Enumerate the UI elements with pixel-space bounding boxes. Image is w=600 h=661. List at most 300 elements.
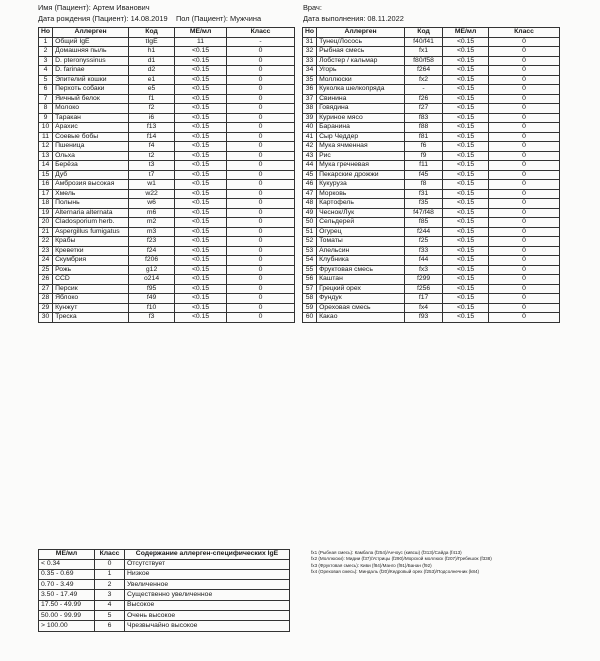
allergen-class: 0 bbox=[489, 256, 560, 266]
allergen-name: Alternaria alternata bbox=[53, 208, 129, 218]
allergen-class: 0 bbox=[227, 237, 295, 247]
row-number: 54 bbox=[303, 256, 317, 266]
allergen-code: f45 bbox=[405, 170, 443, 180]
table-row bbox=[39, 313, 295, 323]
row-number: 39 bbox=[303, 113, 317, 123]
row-number: 26 bbox=[39, 275, 53, 285]
allergen-value: <0.15 bbox=[175, 218, 227, 228]
allergen-value: <0.15 bbox=[443, 208, 489, 218]
legend-class: 0 bbox=[95, 559, 125, 569]
allergen-code: d1 bbox=[129, 56, 175, 66]
table-row bbox=[39, 275, 295, 285]
table-row bbox=[39, 123, 295, 133]
legend-description: Высокое bbox=[125, 600, 290, 610]
allergen-name: Огурец bbox=[317, 227, 405, 237]
row-number: 20 bbox=[39, 218, 53, 228]
allergen-class: 0 bbox=[227, 170, 295, 180]
allergen-name: Куколка шелкопряда bbox=[317, 85, 405, 95]
allergen-code: o214 bbox=[129, 275, 175, 285]
allergen-name: Каштан bbox=[317, 275, 405, 285]
table-header-row bbox=[303, 28, 560, 38]
allergen-value: <0.15 bbox=[175, 85, 227, 95]
allergen-class: 0 bbox=[227, 303, 295, 313]
row-number: 15 bbox=[39, 170, 53, 180]
allergen-value: <0.15 bbox=[175, 275, 227, 285]
allergen-class: 0 bbox=[227, 104, 295, 114]
row-number: 60 bbox=[303, 313, 317, 323]
allergen-value: <0.15 bbox=[175, 113, 227, 123]
table-row bbox=[39, 227, 295, 237]
allergen-value: <0.15 bbox=[443, 180, 489, 190]
row-number: 44 bbox=[303, 161, 317, 171]
allergen-code: f35 bbox=[405, 199, 443, 209]
row-number: 3 bbox=[39, 56, 53, 66]
allergen-name: Томаты bbox=[317, 237, 405, 247]
table-row bbox=[39, 151, 295, 161]
legend-range: 0.70 - 3.49 bbox=[39, 580, 95, 590]
allergen-code: f8 bbox=[405, 180, 443, 190]
table-row bbox=[39, 170, 295, 180]
allergen-name: Грецкий орех bbox=[317, 284, 405, 294]
table-row bbox=[303, 256, 560, 266]
table-row bbox=[39, 161, 295, 171]
allergen-code: m6 bbox=[129, 208, 175, 218]
row-number: 47 bbox=[303, 189, 317, 199]
table-row bbox=[39, 37, 295, 47]
table-row bbox=[39, 256, 295, 266]
table-row bbox=[303, 227, 560, 237]
row-number: 36 bbox=[303, 85, 317, 95]
legend-class: 4 bbox=[95, 600, 125, 610]
allergen-class: 0 bbox=[227, 94, 295, 104]
allergen-class: 0 bbox=[489, 199, 560, 209]
allergen-name: Сельдерей bbox=[317, 218, 405, 228]
allergen-name: Яблоко bbox=[53, 294, 129, 304]
allergen-class: 0 bbox=[489, 66, 560, 76]
row-number: 37 bbox=[303, 94, 317, 104]
allergen-class: 0 bbox=[227, 66, 295, 76]
legend-class: 5 bbox=[95, 610, 125, 620]
allergen-class: 0 bbox=[227, 275, 295, 285]
table-row bbox=[303, 132, 560, 142]
allergen-class: 0 bbox=[489, 265, 560, 275]
table-row bbox=[303, 47, 560, 57]
legend-range: > 100.00 bbox=[39, 621, 95, 631]
table-row bbox=[303, 66, 560, 76]
row-number: 32 bbox=[303, 47, 317, 57]
allergen-code: w22 bbox=[129, 189, 175, 199]
allergen-name: Треска bbox=[53, 313, 129, 323]
allergen-value: <0.15 bbox=[443, 170, 489, 180]
table-row bbox=[303, 208, 560, 218]
allergen-code: e5 bbox=[129, 85, 175, 95]
allergen-code: f14 bbox=[129, 132, 175, 142]
table-row bbox=[39, 237, 295, 247]
allergen-class: 0 bbox=[489, 94, 560, 104]
allergen-value: <0.15 bbox=[175, 313, 227, 323]
table-row bbox=[303, 246, 560, 256]
allergen-name: Эпителий кошки bbox=[53, 75, 129, 85]
allergen-name: Угорь bbox=[317, 66, 405, 76]
allergen-name: Таракан bbox=[53, 113, 129, 123]
table-row bbox=[39, 113, 295, 123]
row-number: 42 bbox=[303, 142, 317, 152]
allergen-code: f95 bbox=[129, 284, 175, 294]
row-number: 50 bbox=[303, 218, 317, 228]
allergen-value: <0.15 bbox=[443, 199, 489, 209]
allergen-code: f83 bbox=[405, 113, 443, 123]
allergen-name: Говядина bbox=[317, 104, 405, 114]
allergen-value: <0.15 bbox=[175, 199, 227, 209]
allergen-value: <0.15 bbox=[443, 313, 489, 323]
legend-range: 0.35 - 0.69 bbox=[39, 569, 95, 579]
allergen-value: <0.15 bbox=[175, 142, 227, 152]
row-number: 34 bbox=[303, 66, 317, 76]
allergen-code: f13 bbox=[129, 123, 175, 133]
allergen-class: 0 bbox=[489, 104, 560, 114]
allergen-value: <0.15 bbox=[175, 265, 227, 275]
col-no: Но bbox=[303, 28, 317, 38]
allergen-class: 0 bbox=[489, 113, 560, 123]
allergen-class: 0 bbox=[489, 218, 560, 228]
table-header-row bbox=[39, 28, 295, 38]
row-number: 25 bbox=[39, 265, 53, 275]
allergen-value: <0.15 bbox=[443, 227, 489, 237]
row-number: 9 bbox=[39, 113, 53, 123]
note-line: fx4 (Ореховая смесь): Миндаль (f20)/Кедровый орех (f253)/Подсолнечник (k84) bbox=[311, 569, 480, 575]
allergen-name: Мука гречневая bbox=[317, 161, 405, 171]
row-number: 13 bbox=[39, 151, 53, 161]
legend-row bbox=[39, 610, 290, 620]
allergen-value: <0.15 bbox=[175, 132, 227, 142]
allergen-class: 0 bbox=[227, 47, 295, 57]
allergen-code: fx1 bbox=[405, 47, 443, 57]
allergen-class: 0 bbox=[489, 85, 560, 95]
allergen-code: f44 bbox=[405, 256, 443, 266]
allergen-name: Мука ячменная bbox=[317, 142, 405, 152]
allergen-code: e1 bbox=[129, 75, 175, 85]
allergen-class: 0 bbox=[227, 123, 295, 133]
table-row bbox=[303, 151, 560, 161]
allergen-class: 0 bbox=[227, 294, 295, 304]
allergen-name: Aspergillus fumigatus bbox=[53, 227, 129, 237]
allergen-name: Скумбрия bbox=[53, 256, 129, 266]
allergen-code: f27 bbox=[405, 104, 443, 114]
allergen-name: Молоко bbox=[53, 104, 129, 114]
allergen-value: <0.15 bbox=[175, 256, 227, 266]
allergen-class: 0 bbox=[489, 208, 560, 218]
legend-col-description: Содержание аллерген-специфических IgE bbox=[125, 550, 290, 560]
legend-description: Отсутствует bbox=[125, 559, 290, 569]
row-number: 52 bbox=[303, 237, 317, 247]
note-line: fx1 (Рыбная смесь): Камбала (f254)/Анчоус (кивсш) (f313)/Сайда (f413) bbox=[311, 550, 462, 555]
allergen-value: <0.15 bbox=[443, 113, 489, 123]
legend-range: 50.00 - 99.99 bbox=[39, 610, 95, 620]
mix-composition-notes bbox=[311, 550, 492, 576]
table-row bbox=[39, 180, 295, 190]
table-row bbox=[303, 161, 560, 171]
legend-class: 3 bbox=[95, 590, 125, 600]
allergen-value: <0.15 bbox=[443, 237, 489, 247]
table-row bbox=[303, 275, 560, 285]
allergen-class: 0 bbox=[227, 113, 295, 123]
legend-range: < 0.34 bbox=[39, 559, 95, 569]
row-number: 14 bbox=[39, 161, 53, 171]
row-number: 10 bbox=[39, 123, 53, 133]
allergen-class: 0 bbox=[227, 180, 295, 190]
table-row bbox=[303, 123, 560, 133]
allergen-value: <0.15 bbox=[175, 151, 227, 161]
allergen-value: <0.15 bbox=[443, 218, 489, 228]
row-number: 59 bbox=[303, 303, 317, 313]
table-row bbox=[39, 104, 295, 114]
legend-row bbox=[39, 590, 290, 600]
allergen-class: 0 bbox=[489, 37, 560, 47]
allergen-value: <0.15 bbox=[443, 56, 489, 66]
table-row bbox=[303, 94, 560, 104]
allergen-class: 0 bbox=[489, 151, 560, 161]
allergen-class: 0 bbox=[489, 303, 560, 313]
allergen-code: tIgE bbox=[129, 37, 175, 47]
allergen-class: 0 bbox=[489, 227, 560, 237]
allergen-value: <0.15 bbox=[443, 246, 489, 256]
allergen-value: <0.15 bbox=[443, 132, 489, 142]
row-number: 43 bbox=[303, 151, 317, 161]
allergen-class: 0 bbox=[227, 284, 295, 294]
row-number: 16 bbox=[39, 180, 53, 190]
row-number: 28 bbox=[39, 294, 53, 304]
allergen-code: f264 bbox=[405, 66, 443, 76]
allergen-code: w1 bbox=[129, 180, 175, 190]
table-row bbox=[39, 85, 295, 95]
allergen-value: <0.15 bbox=[175, 294, 227, 304]
allergen-code: f2 bbox=[129, 104, 175, 114]
allergen-name: Пшеница bbox=[53, 142, 129, 152]
legend-header-row bbox=[39, 550, 290, 560]
row-number: 12 bbox=[39, 142, 53, 152]
legend-description: Чрезвычайно высокое bbox=[125, 621, 290, 631]
row-number: 21 bbox=[39, 227, 53, 237]
allergen-code: f25 bbox=[405, 237, 443, 247]
allergen-name: Фруктовая смесь bbox=[317, 265, 405, 275]
allergen-name: Ореховая смесь bbox=[317, 303, 405, 313]
table-row bbox=[39, 142, 295, 152]
legend-description: Увеличенное bbox=[125, 580, 290, 590]
allergen-class: 0 bbox=[489, 294, 560, 304]
row-number: 40 bbox=[303, 123, 317, 133]
allergen-name: Рожь bbox=[53, 265, 129, 275]
table-row bbox=[303, 218, 560, 228]
row-number: 4 bbox=[39, 66, 53, 76]
legend-row bbox=[39, 600, 290, 610]
legend-description: Низкое bbox=[125, 569, 290, 579]
allergen-class: 0 bbox=[227, 199, 295, 209]
allergen-class: 0 bbox=[489, 75, 560, 85]
allergen-value: <0.15 bbox=[175, 170, 227, 180]
row-number: 48 bbox=[303, 199, 317, 209]
allergen-value: <0.15 bbox=[443, 47, 489, 57]
legend-row bbox=[39, 569, 290, 579]
row-number: 45 bbox=[303, 170, 317, 180]
allergen-code: w6 bbox=[129, 199, 175, 209]
patient-sex: Пол (Пациент): Мужчина bbox=[176, 14, 262, 23]
allergen-class: 0 bbox=[489, 56, 560, 66]
allergen-code: fx3 bbox=[405, 265, 443, 275]
table-row bbox=[303, 170, 560, 180]
allergen-class: 0 bbox=[227, 246, 295, 256]
allergen-value: <0.15 bbox=[175, 123, 227, 133]
allergen-value: <0.15 bbox=[443, 303, 489, 313]
row-number: 46 bbox=[303, 180, 317, 190]
allergen-code: t3 bbox=[129, 161, 175, 171]
table-row bbox=[39, 66, 295, 76]
row-number: 18 bbox=[39, 199, 53, 209]
row-number: 29 bbox=[39, 303, 53, 313]
legend-col-value: МЕ/мл bbox=[39, 550, 95, 560]
allergen-code: f6 bbox=[405, 142, 443, 152]
allergen-name: Фундук bbox=[317, 294, 405, 304]
allergen-name: Домашняя пыль bbox=[53, 47, 129, 57]
allergen-class: 0 bbox=[489, 123, 560, 133]
allergen-code: i6 bbox=[129, 113, 175, 123]
allergen-value: <0.15 bbox=[443, 104, 489, 114]
col-class: Класс bbox=[227, 28, 295, 38]
table-row bbox=[303, 265, 560, 275]
col-value: МЕ/мл bbox=[175, 28, 227, 38]
allergen-class: 0 bbox=[227, 85, 295, 95]
row-number: 33 bbox=[303, 56, 317, 66]
allergen-class: 0 bbox=[227, 132, 295, 142]
allergen-value: <0.15 bbox=[443, 85, 489, 95]
legend-range: 3.50 - 17.49 bbox=[39, 590, 95, 600]
allergen-name: Дуб bbox=[53, 170, 129, 180]
col-code: Код bbox=[405, 28, 443, 38]
allergen-name: Арахис bbox=[53, 123, 129, 133]
table-row bbox=[303, 284, 560, 294]
table-row bbox=[39, 208, 295, 218]
allergen-value: <0.15 bbox=[443, 94, 489, 104]
row-number: 51 bbox=[303, 227, 317, 237]
allergen-value: <0.15 bbox=[443, 151, 489, 161]
allergen-code: f206 bbox=[129, 256, 175, 266]
table-row bbox=[303, 189, 560, 199]
allergen-name: Чеснок/Лук bbox=[317, 208, 405, 218]
legend-class: 1 bbox=[95, 569, 125, 579]
allergen-value: <0.15 bbox=[175, 284, 227, 294]
allergen-code: fx4 bbox=[405, 303, 443, 313]
allergen-code: f4 bbox=[129, 142, 175, 152]
allergen-class: 0 bbox=[227, 208, 295, 218]
allergen-name: Кукуруза bbox=[317, 180, 405, 190]
allergen-value: <0.15 bbox=[443, 189, 489, 199]
allergen-code: f93 bbox=[405, 313, 443, 323]
allergen-name: Крабы bbox=[53, 237, 129, 247]
allergen-name: Пекарские дрожжи bbox=[317, 170, 405, 180]
row-number: 56 bbox=[303, 275, 317, 285]
allergen-class: 0 bbox=[489, 161, 560, 171]
row-number: 24 bbox=[39, 256, 53, 266]
allergen-value: <0.15 bbox=[175, 161, 227, 171]
allergen-code: f80/f58 bbox=[405, 56, 443, 66]
allergen-code: f24 bbox=[129, 246, 175, 256]
legend-col-class: Класс bbox=[95, 550, 125, 560]
allergen-name: Моллюски bbox=[317, 75, 405, 85]
allergen-name: Берёза bbox=[53, 161, 129, 171]
allergen-code: f17 bbox=[405, 294, 443, 304]
row-number: 41 bbox=[303, 132, 317, 142]
allergen-code: f31 bbox=[405, 189, 443, 199]
row-number: 11 bbox=[39, 132, 53, 142]
allergen-code: f40/f41 bbox=[405, 37, 443, 47]
allergen-value: <0.15 bbox=[443, 37, 489, 47]
table-row bbox=[303, 37, 560, 47]
allergen-value: <0.15 bbox=[443, 265, 489, 275]
allergen-name: D. farinae bbox=[53, 66, 129, 76]
row-number: 30 bbox=[39, 313, 53, 323]
allergen-class: 0 bbox=[227, 218, 295, 228]
table-row bbox=[303, 237, 560, 247]
legend-row bbox=[39, 580, 290, 590]
row-number: 17 bbox=[39, 189, 53, 199]
allergen-code: - bbox=[405, 85, 443, 95]
row-number: 49 bbox=[303, 208, 317, 218]
col-no: Но bbox=[39, 28, 53, 38]
allergen-value: 11 bbox=[175, 37, 227, 47]
allergen-name: Яичный белок bbox=[53, 94, 129, 104]
allergen-code: t2 bbox=[129, 151, 175, 161]
allergen-class: 0 bbox=[227, 256, 295, 266]
allergen-name: Морковь bbox=[317, 189, 405, 199]
table-row bbox=[303, 85, 560, 95]
allergen-class: 0 bbox=[227, 227, 295, 237]
row-number: 22 bbox=[39, 237, 53, 247]
doctor-label: Врач: bbox=[303, 3, 322, 12]
allergen-code: h1 bbox=[129, 47, 175, 57]
allergen-name: Лобстер / кальмар bbox=[317, 56, 405, 66]
allergen-table-left bbox=[38, 27, 295, 323]
allergen-value: <0.15 bbox=[175, 104, 227, 114]
allergen-name: Апельсин bbox=[317, 246, 405, 256]
allergen-name: Креветки bbox=[53, 246, 129, 256]
row-number: 35 bbox=[303, 75, 317, 85]
allergen-code: f49 bbox=[129, 294, 175, 304]
table-row bbox=[39, 189, 295, 199]
allergen-code: f3 bbox=[129, 313, 175, 323]
allergen-name: Баранина bbox=[317, 123, 405, 133]
table-row bbox=[303, 303, 560, 313]
allergen-code: fx2 bbox=[405, 75, 443, 85]
allergen-value: <0.15 bbox=[175, 56, 227, 66]
row-number: 55 bbox=[303, 265, 317, 275]
allergen-code: f9 bbox=[405, 151, 443, 161]
table-row bbox=[39, 246, 295, 256]
allergen-class: 0 bbox=[489, 142, 560, 152]
allergen-code: t7 bbox=[129, 170, 175, 180]
col-class: Класс bbox=[489, 28, 560, 38]
row-number: 7 bbox=[39, 94, 53, 104]
table-row bbox=[303, 75, 560, 85]
birth-date: Дата рождения (Пациент): 14.08.2019 bbox=[38, 14, 168, 23]
allergen-value: <0.15 bbox=[175, 303, 227, 313]
class-legend-table bbox=[38, 549, 290, 632]
allergen-code: f256 bbox=[405, 284, 443, 294]
allergen-name: Рыбная смесь bbox=[317, 47, 405, 57]
table-row bbox=[303, 199, 560, 209]
col-allergen: Аллерген bbox=[53, 28, 129, 38]
allergen-class: - bbox=[227, 37, 295, 47]
row-number: 53 bbox=[303, 246, 317, 256]
row-number: 58 bbox=[303, 294, 317, 304]
